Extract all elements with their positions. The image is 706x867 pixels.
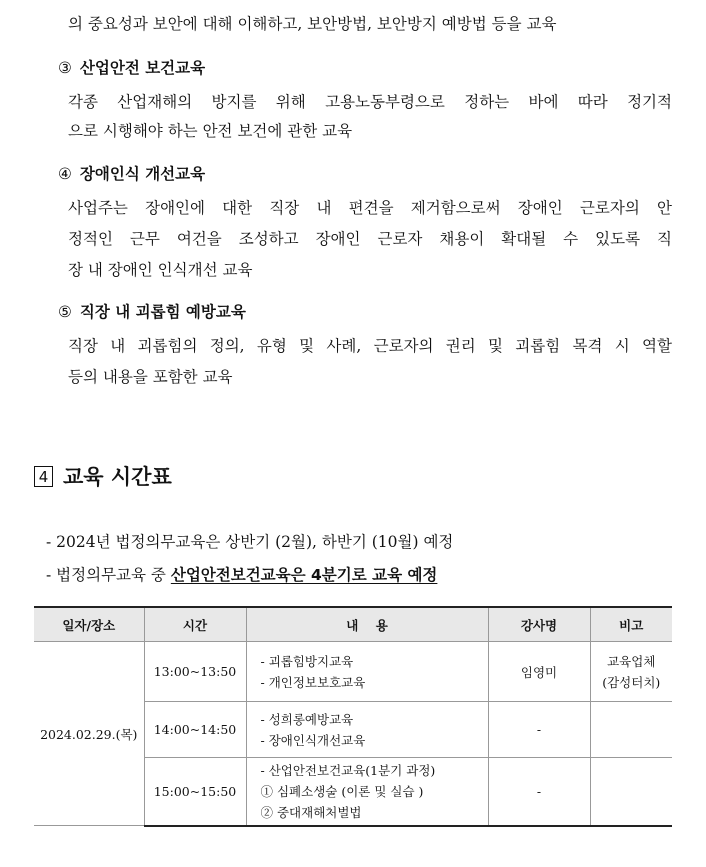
body-line: 각종 산업재해의 방지를 위해 고용노동부령으로 정하는 바에 따라 정기적 xyxy=(68,93,672,111)
header-note: 비고 xyxy=(590,607,672,642)
bullet-text: - 2024년 법정의무교육은 상반기 (2월), 하반기 (10월) 예정 xyxy=(46,533,454,551)
body-line: 정적인 근무 여건을 조성하고 장애인 근로자 채용이 확대될 수 있도록 직 xyxy=(68,230,672,248)
section-heading xyxy=(34,461,172,491)
header-date: 일자/장소 xyxy=(34,607,144,642)
content-line: - 장애인식개선교육 xyxy=(260,732,366,748)
intro-line: 의 중요성과 보안에 대해 이해하고, 보안방법, 보안방지 예방법 등을 교육 xyxy=(68,15,557,33)
content-line: - 개인정보보호교육 xyxy=(260,674,366,690)
time-cell: 15:00~15:50 xyxy=(144,758,246,826)
table-row xyxy=(34,642,672,702)
content-cell xyxy=(246,758,488,826)
content-line: - 성희롱예방교육 xyxy=(260,711,354,727)
instructor-cell: - xyxy=(488,702,590,758)
note-cell xyxy=(590,758,672,826)
item-title: 장애인식 개선교육 xyxy=(79,165,206,183)
note-line: (감성터치) xyxy=(602,674,661,690)
bullet-item xyxy=(46,530,453,552)
item-number: ④ xyxy=(58,165,72,183)
section-number: 4 xyxy=(34,466,53,487)
schedule-table xyxy=(34,606,672,827)
item-number: ③ xyxy=(58,59,72,77)
body-line: 사업주는 장애인에 대한 직장 내 편견을 제거함으로써 장애인 근로자의 안 xyxy=(68,199,672,217)
bullet-underlined-text: 산업안전보건교육은 4분기로 교육 예정 xyxy=(170,566,438,584)
header-time: 시간 xyxy=(144,607,246,642)
header-instructor: 강사명 xyxy=(488,607,590,642)
content-line: ② 중대재해처벌법 xyxy=(260,804,362,820)
instructor-cell: - xyxy=(488,758,590,826)
body-line: 으로 시행해야 하는 안전 보건에 관한 교육 xyxy=(68,122,353,140)
content-cell xyxy=(246,642,488,702)
content-line: ① 심폐소생술 (이론 및 실습 ) xyxy=(260,783,424,799)
table-header-row xyxy=(34,607,672,642)
item-heading-safety xyxy=(58,56,205,78)
item-number: ⑤ xyxy=(58,303,72,321)
content-line: - 산업안전보건교육(1분기 과정) xyxy=(260,762,436,778)
item-title: 산업안전 보건교육 xyxy=(79,59,206,77)
date-cell: 2024.02.29.(목) xyxy=(34,642,144,826)
body-line: 등의 내용을 포함한 교육 xyxy=(68,368,233,386)
note-line: 교육업체 xyxy=(607,653,656,669)
time-cell: 14:00~14:50 xyxy=(144,702,246,758)
item-heading-disability xyxy=(58,162,205,184)
item-title: 직장 내 괴롭힘 예방교육 xyxy=(79,303,246,321)
item-heading-harassment xyxy=(58,300,246,322)
header-content: 내 용 xyxy=(246,607,488,642)
bullet-text: - 법정의무교육 중 xyxy=(46,566,171,584)
note-cell xyxy=(590,642,672,702)
bullet-item xyxy=(46,563,437,585)
instructor-cell: 임영미 xyxy=(488,642,590,702)
section-title: 교육 시간표 xyxy=(63,465,172,489)
body-line: 장 내 장애인 인식개선 교육 xyxy=(68,261,253,279)
time-cell: 13:00~13:50 xyxy=(144,642,246,702)
note-cell xyxy=(590,702,672,758)
content-cell xyxy=(246,702,488,758)
body-line: 직장 내 괴롭힘의 정의, 유형 및 사례, 근로자의 권리 및 괴롭힘 목격 시 역할 xyxy=(68,337,672,355)
content-line: - 괴롭힘방지교육 xyxy=(260,653,354,669)
